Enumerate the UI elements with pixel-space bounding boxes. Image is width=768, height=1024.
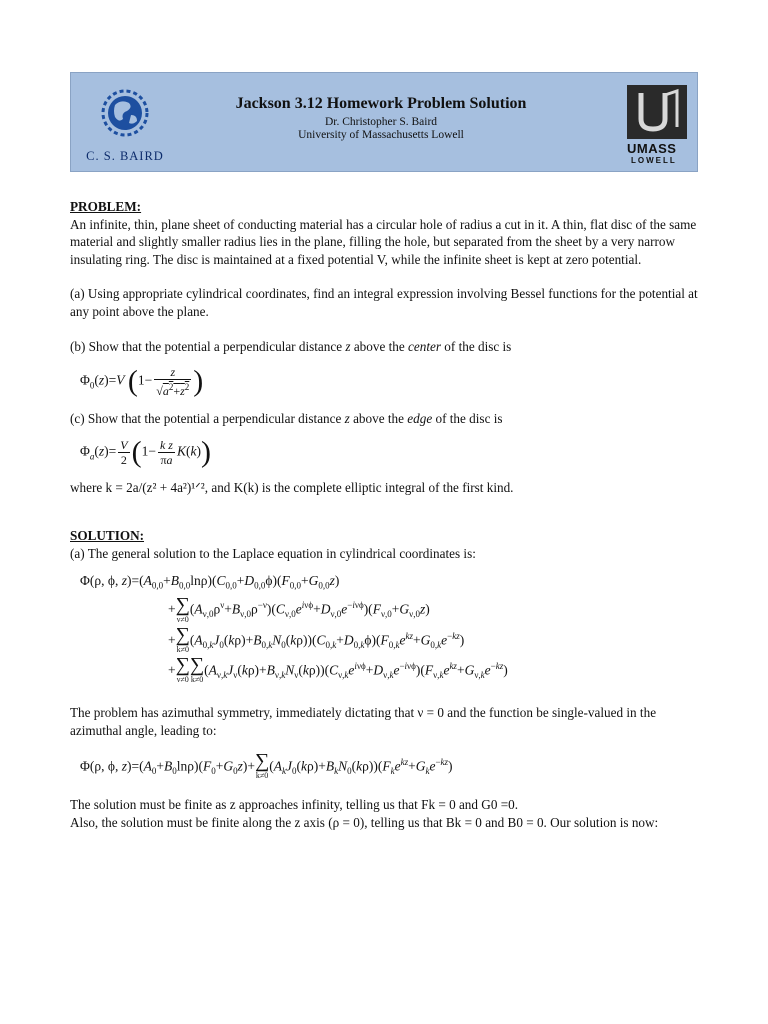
problem-part-a: (a) Using appropriate cylindrical coordinates, find an integral expression involving Bessel functions for the potential at any point above the plane. [70,286,698,319]
problem-part-c: (c) Show that the potential a perpendicular distance z above the edge of the disc is [70,411,503,427]
solution-part-a-intro: (a) The general solution to the Laplace equation in cylindrical coordinates is: [70,545,476,561]
document-body [70,198,700,831]
umass-label: UMASS [627,141,677,156]
globe-gear-icon [85,81,165,147]
equation-edge-potential: $\Phi_a(z)=$ $\frac{V}{2}$ (1− $\frac{\text{k z}}{\pi a}$ K(k)) [80,435,211,469]
umass-lowell-logo [627,85,689,163]
umass-emblem-icon [627,85,687,139]
lowell-label: LOWELL [631,156,677,165]
institution-name: University of Massachusetts Lowell [298,129,464,141]
author-name: Dr. Christopher S. Baird [324,116,438,128]
finite-text: The solution must be finite as z approaches infinity, telling us that Fk = 0 and G0 =0. [70,797,519,813]
problem-intro: An infinite, thin, plane sheet of conducting material has a circular hole of radius a cut in it. A thin, flat disc of the same material and slightly smaller radius lies in the plane, filling the hole, but separated from the sheet by a very narrow insulating ring. The disc is maintained at a fixed potential V, while the infinite sheet is kept at zero potential. [70,216,697,267]
cs-baird-logo [85,81,165,165]
symmetry-text: The problem has azimuthal symmetry, immediately dictating that ν = 0 and the function be single-valued in the azimuthal angle, leading to: [70,705,657,739]
equation-general-solution: Φ(ρ, ϕ, $z)=(A_{0,0}+B_{0,0}\ln\rho)(C_{0,0}+D_{0,0}\phi)(F_{0,0}+G_{0,0}z)$ + ∑ ν≠0 $(A_{\nu,0}\rho^\nu+B_{\nu,0}\rho^{-\nu})(C_{\nu,0}e^{i\nu\phi}+D_{\nu,0}e^{-i\nu\phi})(F_{\nu,0}+G_{\nu,0}z)$ + ∑ k≠0 $(A_{0,k}J_0(k\rho)+B_{0,k}N_0(k\rho))(C_{0,k}+D_{0,k}\phi)(F_{0,k}e^{kz}+G_{0,k}e^{-kz})$ + ∑ ν≠0 ∑ k≠0 $(A_{\nu,k}J_\nu(k\rho)+B_{\nu,k}N_\nu(k\rho))(C_{\nu,k}e^{i\nu\phi}+D_{\nu,k}e^{-i\nu\phi})(F_{\nu,k}e^{kz}+G_{\nu,k}e^{-kz})$ [80,572,508,685]
equation-azimuthal-solution: Φ(ρ, ϕ, $z)=(A_0+B_0\ln\rho)(F_0+G_0z)+$ ∑ k≠0 $(A_kJ_0(k\rho)+B_kN_0(k\rho))(F_ke^{kz}+G_ke^{-kz})$ [80,750,453,781]
axis-text: Also, the solution must be finite along the z axis (ρ = 0), telling us that Bk = 0 and B0 = 0. Our solution is now: [70,814,659,830]
problem-part-b: (b) Show that the potential a perpendicular distance z above the center of the disc is [70,338,512,354]
logo-left-label: C. S. BAIRD [86,149,164,163]
problem-heading: PROBLEM: [70,199,142,214]
document-header [70,72,698,172]
header-titles [191,95,571,141]
document-title: Jackson 3.12 Homework Problem Solution [235,95,527,112]
solution-heading: SOLUTION: [70,528,145,544]
equation-center-potential: $\Phi_0(z)=V$ (1− $\frac{z}{√a^2+z^2}$ ) [80,364,204,399]
where-text: where k = 2a/(z² + 4a²)¹ᐟ², and K(k) is the complete elliptic integral of the first kind. [70,479,514,495]
